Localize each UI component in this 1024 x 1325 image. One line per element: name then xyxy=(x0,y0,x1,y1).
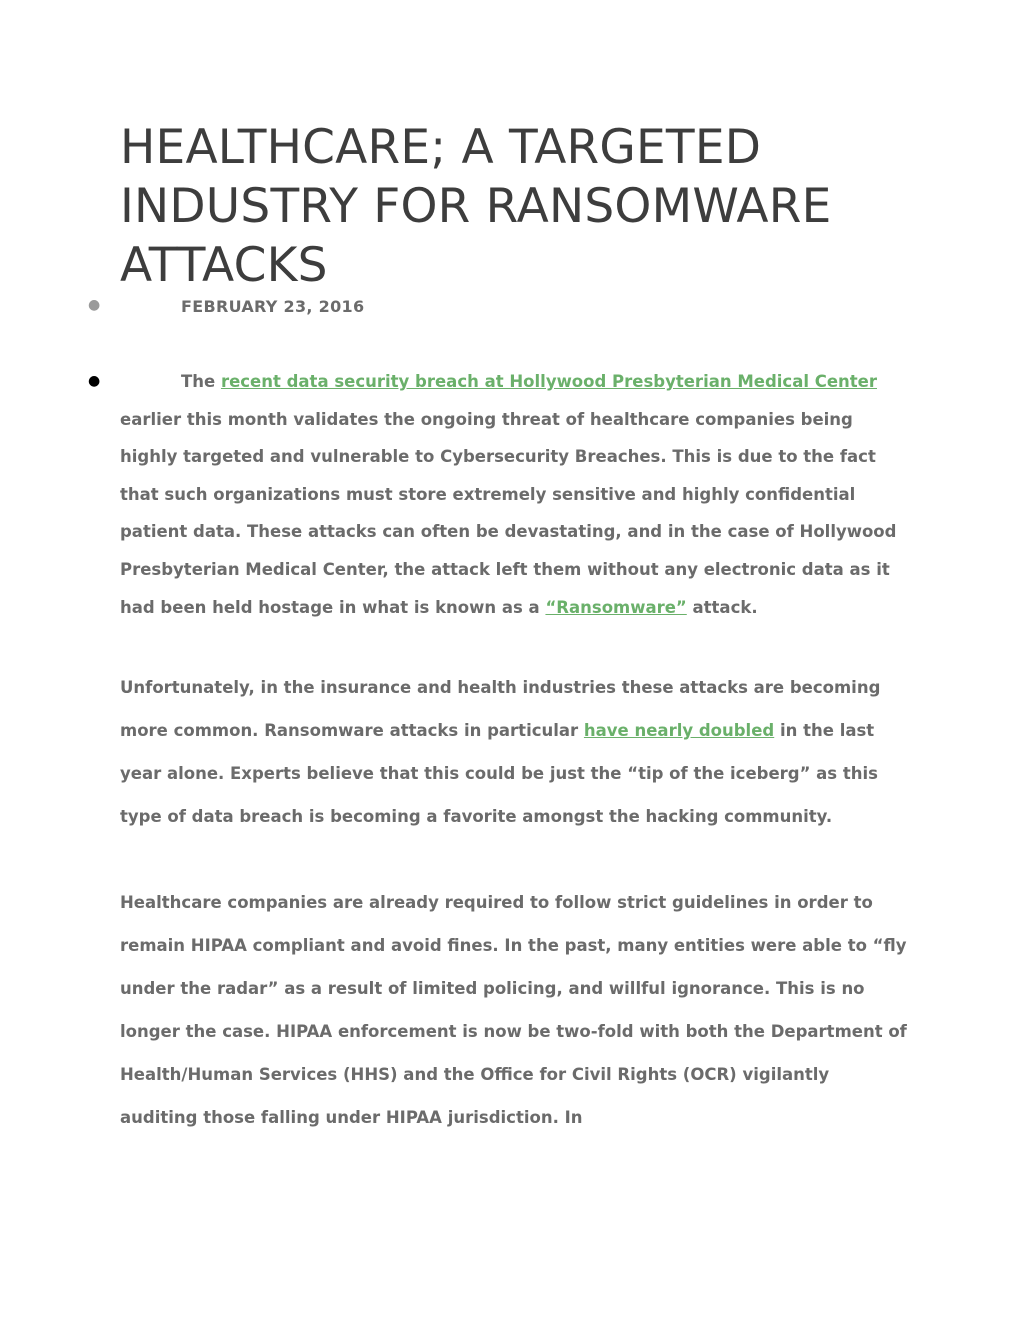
ransomware-link[interactable]: “Ransomware” xyxy=(545,597,687,617)
bullet-icon: ● xyxy=(88,373,101,389)
paragraph-text: Unfortunately, in the insurance and health industries these attacks are becoming more common. Ransomware attacks in particular xyxy=(120,678,881,740)
paragraph-3: Healthcare companies are already required to follow strict guidelines in order to remain HIPAA compliant and avoid fines. In the past, many entities were able to “fly under the radar” as a result of limited policing, and willful ignorance. This is no longer the case. HIPAA enforcement is now be two-fold with both the Department of Health/Human Services (HHS) and the Office for Civil Rights (OCR) vigilantly auditing those falling under HIPAA jurisdiction. In xyxy=(120,893,907,1127)
paragraph-text: attack. xyxy=(686,597,758,617)
paragraph-1 xyxy=(120,363,910,626)
article-date: FEBRUARY 23, 2016 xyxy=(181,297,365,316)
paragraph-2 xyxy=(120,666,910,838)
hollywood-breach-link[interactable]: recent data security breach at Hollywood Presbyterian Medical Center xyxy=(220,372,877,391)
paragraph-text: earlier this month validates the ongoing threat of healthcare companies being highly targeted and vulnerable to Cybersecurity Breaches. This is due to the fact that such organizations must store extremely sensitive and highly confidential patient data. These attacks can often be devastating, and in the case of Hollywood Presbyterian Medical Center, the attack left them without any electronic data as it had been held hostage in what is known as a xyxy=(120,409,897,617)
paragraph-text: The xyxy=(181,372,221,391)
nearly-doubled-link[interactable]: have nearly doubled xyxy=(583,721,775,740)
paragraph-text: in the last year alone. Experts believe that this could be just the “tip of the iceberg” as this type of data breach is becoming a favorite amongst the hacking community. xyxy=(120,721,878,826)
bullet-icon: ● xyxy=(88,297,101,313)
article-title: HEALTHCARE; A TARGETED INDUSTRY FOR RANSOMWARE ATTACKS xyxy=(120,120,832,293)
